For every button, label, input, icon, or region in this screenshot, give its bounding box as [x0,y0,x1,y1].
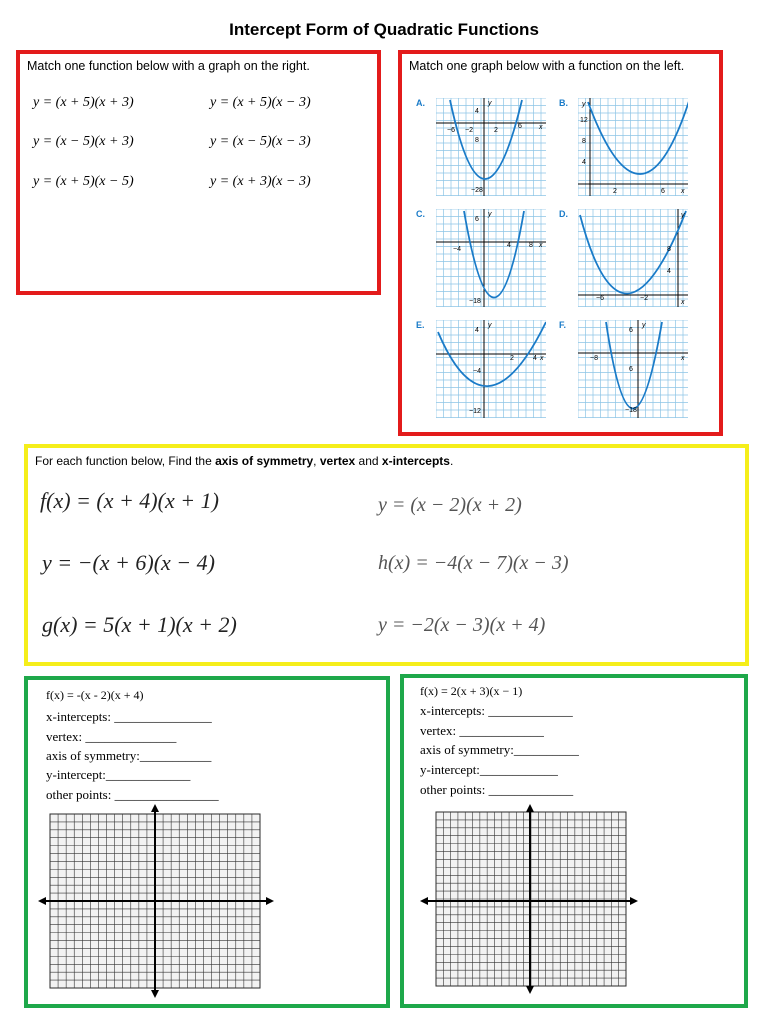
graph-e-label: E. [416,320,425,330]
tick-label: 8 [582,138,586,145]
match-function-1: y = (x + 5)(x + 3) [33,95,134,110]
graph-grid [436,209,546,307]
tick-label: 8 [667,246,671,253]
tick-label: 4 [667,268,671,275]
page-title: Intercept Form of Quadratic Functions [229,20,539,39]
find-instruction-sep: and [355,454,382,468]
arrow-up-icon [151,804,159,812]
graph-grid [436,320,546,418]
axis-label: y [488,100,492,107]
tick-label: 8 [475,137,479,144]
find-function-4: h(x) = −4(x − 7)(x − 3) [378,552,569,574]
match-function-2: y = (x + 5)(x − 3) [210,95,311,110]
tick-label: 12 [580,117,588,124]
tick-label: 4 [582,159,586,166]
worksheet-right-other-points: other points: _____________ [420,782,574,797]
tick-label: −2 [640,295,648,302]
tick-label: −6 [447,127,455,134]
tick-label: 6 [518,123,522,130]
worksheet-left-x-intercepts: x-intercepts: _______________ [46,709,212,724]
tick-label: 2 [510,355,514,362]
match-function-4: y = (x − 5)(x − 3) [210,134,311,149]
axis-label: y [681,212,685,219]
find-function-5: g(x) = 5(x + 1)(x + 2) [42,612,237,637]
tick-label: −6 [596,295,604,302]
find-function-3: y = −(x + 6)(x − 4) [42,550,215,575]
axis-label: y [642,322,646,329]
axis-label: y [488,211,492,218]
tick-label: −2 [465,127,473,134]
tick-label: −8 [590,355,598,362]
match-functions-box [16,50,381,295]
worksheet-left-axis: axis of symmetry:___________ [46,748,212,763]
graph-grid [578,320,688,418]
worksheet-right-function: f(x) = 2(x + 3)(x − 1) [420,684,523,698]
axis-label: x [539,124,543,131]
tick-label: −18 [625,407,637,414]
tick-label: 4 [533,355,537,362]
graph-d [578,209,688,307]
find-instruction-vertex: vertex [319,454,356,468]
tick-label: 6 [629,327,633,334]
tick-label: 4 [475,108,479,115]
axis-label: x [681,299,685,306]
graph-f [578,320,688,418]
match-function-5: y = (x + 5)(x − 5) [33,174,134,189]
arrow-left-icon [420,897,428,905]
arrow-up-icon [526,804,534,812]
graph-c [436,209,546,307]
worksheet-right-x-intercepts: x-intercepts: _____________ [420,703,573,718]
worksheet-left-function: f(x) = -(x - 2)(x + 4) [46,688,144,702]
axis-label: x [539,242,543,249]
graph-d-label: D. [559,209,568,219]
tick-label: 2 [613,188,617,195]
graph-a [436,98,546,196]
tick-label: −4 [473,368,481,375]
worksheet-left-vertex: vertex: ______________ [46,729,177,744]
arrow-down-icon [526,986,534,994]
worksheet-left-grid [38,804,274,998]
worksheet-left-y-intercept: y-intercept:_____________ [46,767,191,782]
find-instruction-xint: x-intercepts [381,454,450,468]
worksheet-right-vertex: vertex: _____________ [420,723,544,738]
tick-label: −4 [453,246,461,253]
find-function-1: f(x) = (x + 4)(x + 1) [40,488,219,513]
tick-label: 6 [475,216,479,223]
graph-c-label: C. [416,209,425,219]
axis-label: x [681,355,685,362]
graph-f-label: F. [559,320,567,330]
tick-label: −28 [471,187,483,194]
tick-label: 6 [661,188,665,195]
graph-e [436,320,546,418]
tick-label: 4 [507,242,511,249]
find-instruction [35,454,453,468]
graph-grid [578,98,688,196]
match-function-6: y = (x + 3)(x − 3) [210,174,311,189]
graph-b-label: B. [559,98,568,108]
match-graphs-instruction: Match one graph below with a function on the left. [409,59,685,73]
find-function-6: y = −2(x − 3)(x + 4) [378,614,546,636]
arrow-down-icon [151,990,159,998]
tick-label: 8 [529,242,533,249]
tick-label: −18 [469,298,481,305]
axis-label: x [681,188,685,195]
axis-label: x [540,355,544,362]
arrow-right-icon [266,897,274,905]
worksheet-right-axis: axis of symmetry:__________ [420,742,579,757]
tick-label: 2 [494,127,498,134]
graph-a-label: A. [416,98,425,108]
find-instruction-sep: , [313,454,320,468]
arrow-left-icon [38,897,46,905]
find-function-2: y = (x − 2)(x + 2) [378,494,522,516]
find-instruction-axis: axis of symmetry [215,454,314,468]
tick-label: 6 [629,366,633,373]
find-instruction-suffix: . [449,454,454,468]
worksheet-left-other-points: other points: ________________ [46,787,219,802]
axis-label: y [582,101,586,108]
tick-label: 4 [475,327,479,334]
graph-b [578,98,688,196]
match-functions-instruction: Match one function below with a graph on the right. [27,59,310,73]
worksheet-right-y-intercept: y-intercept:____________ [420,762,558,777]
arrow-right-icon [630,897,638,905]
find-instruction-prefix: For each function below, Find the [35,454,216,468]
tick-label: −12 [469,408,481,415]
worksheet-right-grid [420,804,638,994]
match-function-3: y = (x − 5)(x + 3) [33,134,134,149]
axis-label: y [488,322,492,329]
